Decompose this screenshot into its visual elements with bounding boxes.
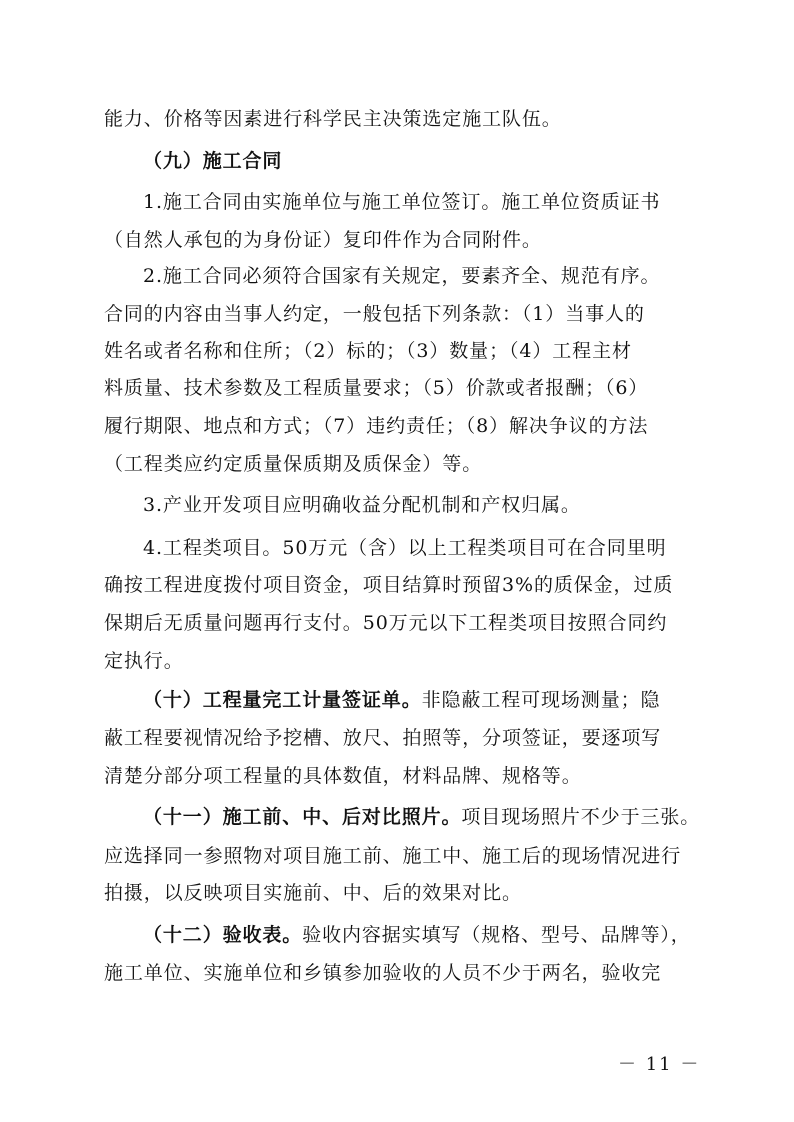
body-line: 2.施工合同必须符合国家有关规定，要素齐全、规范有序。 bbox=[143, 265, 661, 287]
body-line: （工程类应约定质量保质期及质保金）等。 bbox=[104, 453, 483, 475]
page-number: － 11 － bbox=[618, 1054, 701, 1075]
body-line: 清楚分部分项工程量的具体数值，材料品牌、规格等。 bbox=[104, 765, 582, 787]
body-line: 应选择同一参照物对项目施工前、施工中、施工后的现场情况进行 bbox=[104, 845, 682, 867]
body-line: 料质量、技术参数及工程质量要求；（5）价款或者报酬；（6） bbox=[104, 377, 649, 399]
paragraph-10-text: 非隐蔽工程可现场测量；隐 bbox=[421, 689, 661, 711]
paragraph-12-text: 验收内容据实填写（规格、型号、品牌等）， bbox=[302, 924, 691, 946]
section-heading-10: （十）工程量完工计量签证单。 bbox=[143, 689, 422, 711]
paragraph-11-line bbox=[143, 806, 701, 828]
body-line: 合同的内容由当事人约定，一般包括下列条款：（1）当事人的 bbox=[104, 303, 645, 325]
body-line: 拍摄，以反映项目实施前、中、后的效果对比。 bbox=[104, 882, 522, 904]
paragraph-12-line bbox=[143, 924, 694, 946]
body-line: 姓名或者名称和住所；（2）标的；（3）数量；（4）工程主材 bbox=[104, 340, 632, 362]
body-line: 确按工程进度拨付项目资金，项目结算时预留3%的质保金，过质 bbox=[104, 574, 674, 596]
body-line: 保期后无质量问题再行支付。50万元以下工程类项目按照合同约 bbox=[104, 612, 668, 634]
body-line: 4.工程类项目。50万元（含）以上工程类项目可在合同里明 bbox=[143, 537, 667, 559]
section-heading-9: （九）施工合同 bbox=[143, 150, 283, 172]
body-line: 履行期限、地点和方式；（7）违约责任；（8）解决争议的方法 bbox=[104, 415, 649, 437]
paragraph-11-text: 项目现场照片不少于三张。 bbox=[461, 806, 701, 828]
body-line: 施工单位、实施单位和乡镇参加验收的人员不少于两名，验收完 bbox=[104, 962, 662, 984]
body-line: 3.产业开发项目应明确收益分配机制和产权归属。 bbox=[143, 494, 581, 516]
body-line: 能力、价格等因素进行科学民主决策选定施工队伍。 bbox=[104, 108, 562, 130]
body-line: （自然人承包的为身份证）复印件作为合同附件。 bbox=[104, 229, 542, 251]
paragraph-10-line bbox=[143, 689, 694, 711]
body-line: 蔽工程要视情况给予挖槽、放尺、拍照等，分项签证，要逐项写 bbox=[104, 727, 662, 749]
body-line: 定执行。 bbox=[104, 650, 184, 672]
body-line: 1.施工合同由实施单位与施工单位签订。施工单位资质证书 bbox=[143, 191, 661, 213]
section-heading-12: （十二）验收表。 bbox=[143, 924, 303, 946]
section-heading-11: （十一）施工前、中、后对比照片。 bbox=[143, 806, 462, 828]
